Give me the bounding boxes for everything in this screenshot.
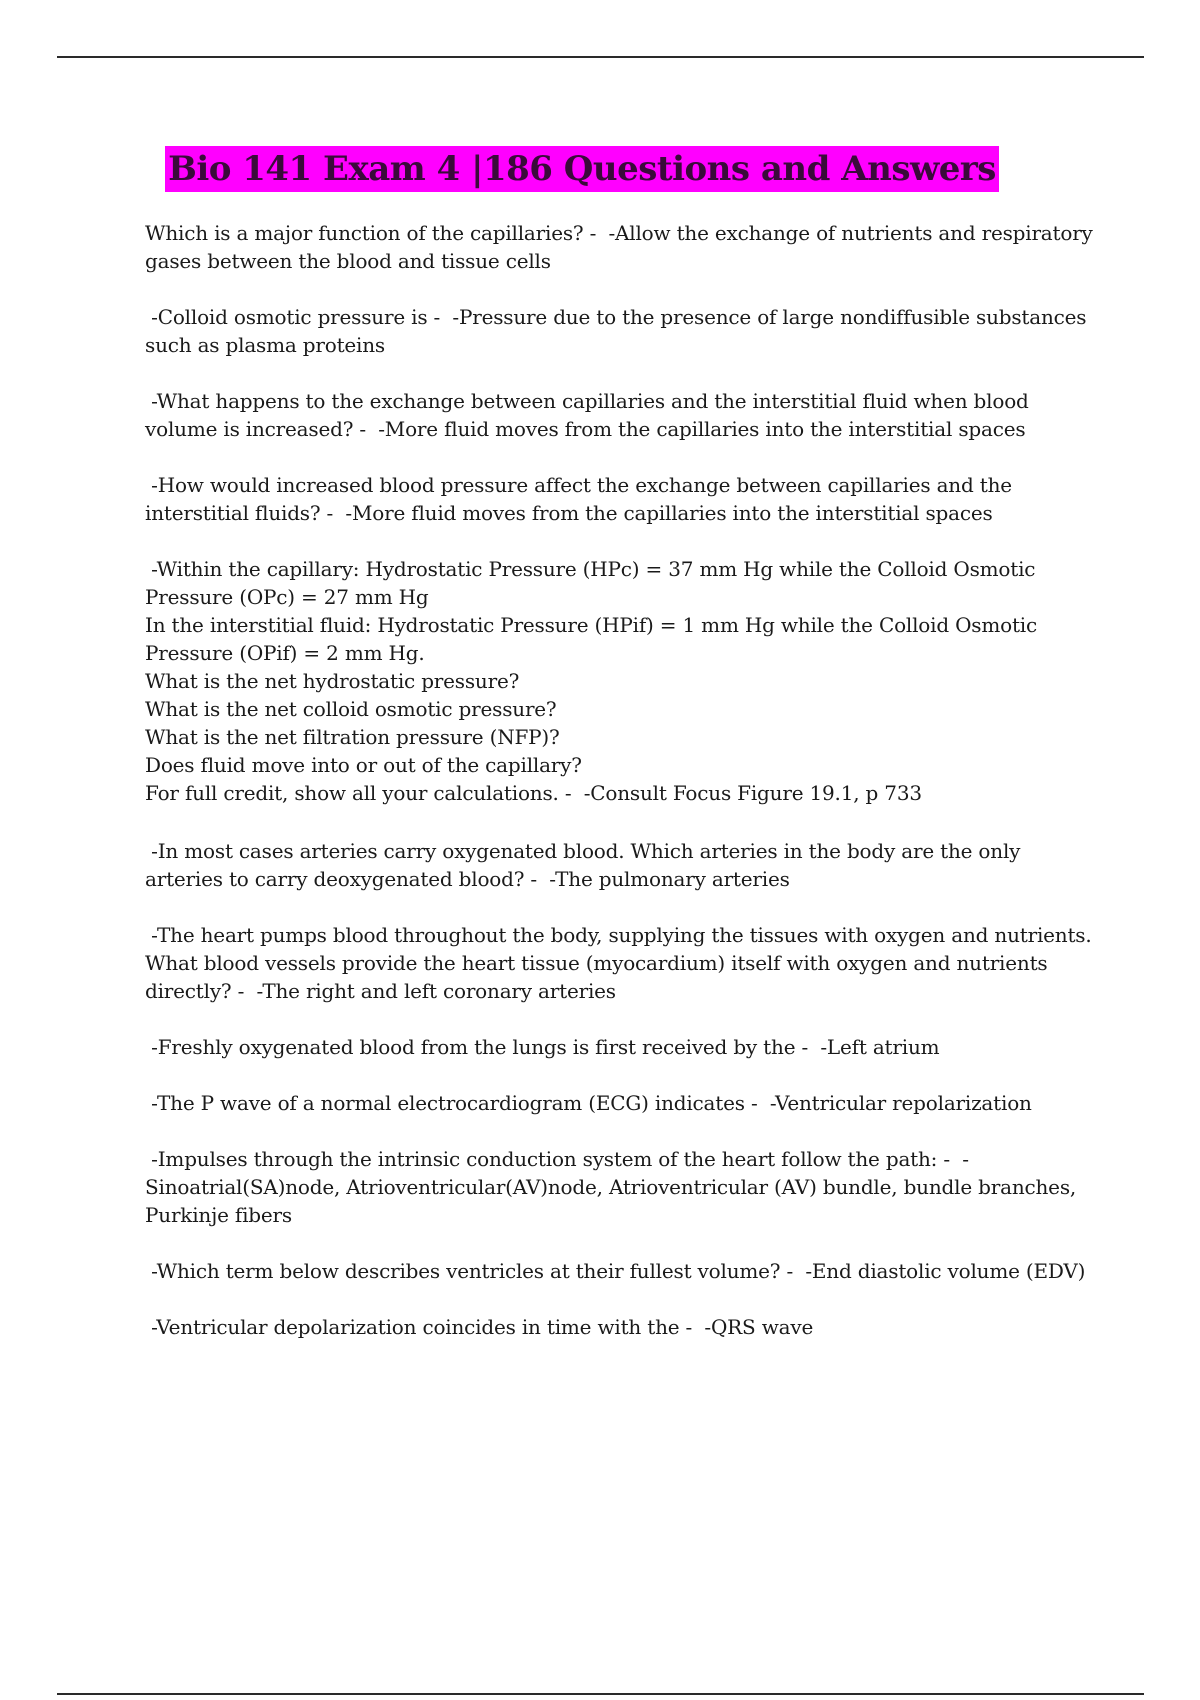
document-title: Bio 141 Exam 4 |186 Questions and Answers bbox=[165, 146, 999, 192]
qa-item-2: -Colloid osmotic pressure is - -Pressure due to the presence of large nondiffusible substances such as plasma proteins bbox=[145, 305, 1093, 357]
qa-item-7: -The heart pumps blood throughout the body, supplying the tissues with oxygen and nutrients. What blood vessels provide the heart tissue (myocardium) itself with oxygen and nutrients directly? - -The right and left coronary arteries bbox=[145, 923, 1098, 1003]
qa-item-4: -How would increased blood pressure affect the exchange between capillaries and the interstitial fluids? - -More fluid moves from the capillaries into the interstitial spaces bbox=[145, 473, 1019, 525]
title-wrapper bbox=[0, 146, 1200, 192]
qa-item-3: -What happens to the exchange between capillaries and the interstitial fluid when blood volume is increased? - -More fluid moves from the capillaries into the interstitial spaces bbox=[145, 389, 1035, 441]
qa-item-6: -In most cases arteries carry oxygenated blood. Which arteries in the body are the only arteries to carry deoxygenated blood? - -The pulmonary arteries bbox=[145, 839, 1027, 891]
bottom-rule bbox=[57, 1693, 1144, 1695]
qa-item-5: -Within the capillary: Hydrostatic Pressure (HPc) = 37 mm Hg while the Colloid Osmotic Pressure (OPc) = 27 mm Hg In the interstitial fluid: Hydrostatic Pressure (HPif) = 1 mm Hg while the Colloid Osmotic Pressure (OPif) = 2 mm Hg. What is the net hydrostatic pressure? What is the net colloid osmotic pressure? What is the net filtration pressure (NFP)? Does fluid move into or out of the capillary? For full credit, show all your calculations. - -Consult Focus Figure 19.1, p 733 bbox=[145, 557, 1038, 805]
qa-item-1: Which is a major function of the capillaries? - -Allow the exchange of nutrients and respiratory gases between the blood and tissue cells bbox=[145, 221, 1099, 273]
qa-list bbox=[145, 219, 1099, 1369]
top-rule bbox=[57, 56, 1144, 58]
qa-item-8: -Freshly oxygenated blood from the lungs is first received by the - -Left atrium bbox=[145, 1035, 940, 1059]
qa-item-10: -Impulses through the intrinsic conduction system of the heart follow the path: - -Sinoatrial(SA)node, Atrioventricular(AV)node, Atrioventricular (AV) bundle, bundle branches, Purkinje fibers bbox=[145, 1147, 1083, 1227]
qa-item-11: -Which term below describes ventricles at their fullest volume? - -End diastolic volume (EDV) bbox=[145, 1259, 1086, 1283]
qa-item-9: -The P wave of a normal electrocardiogram (ECG) indicates - -Ventricular repolarization bbox=[145, 1091, 1032, 1115]
qa-item-12: -Ventricular depolarization coincides in time with the - -QRS wave bbox=[145, 1315, 814, 1339]
